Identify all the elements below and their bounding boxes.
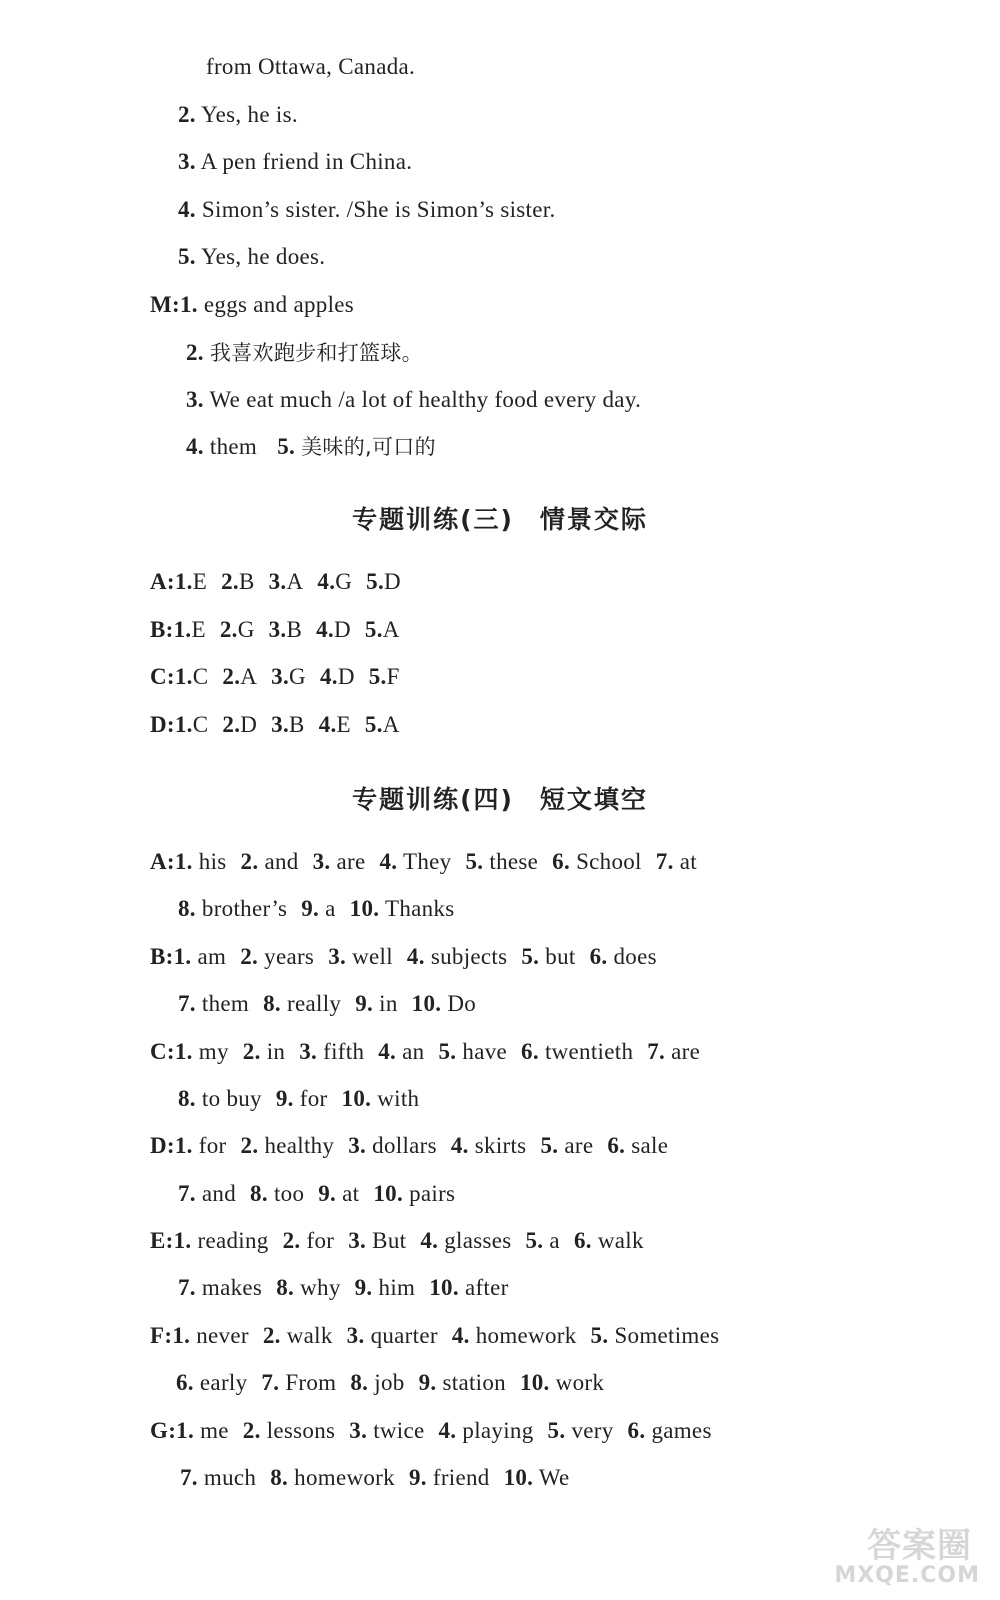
answer-text: School [576, 849, 642, 874]
item-number: 6. [552, 849, 570, 874]
answer-text: homework [294, 1465, 395, 1490]
item-number: 8. [276, 1275, 295, 1300]
answer-text: but [545, 944, 576, 969]
item-number: 10. [503, 1465, 534, 1490]
answer-text: But [372, 1228, 407, 1253]
item-number: 6. [176, 1370, 194, 1395]
answer-text: twice [373, 1418, 425, 1443]
part-label: A: [150, 569, 175, 594]
answer-text: are [671, 1039, 701, 1064]
answer-text: at [679, 849, 697, 874]
item-number: 9. [418, 1370, 437, 1395]
item-number: 1. [174, 1039, 193, 1064]
item-number: 1. [174, 849, 193, 874]
answer-text: work [555, 1370, 605, 1395]
item-number: 3. [328, 944, 347, 969]
answer-row-c [150, 1037, 700, 1067]
item-number: 4. [378, 1039, 397, 1064]
item-number: 3. [186, 387, 204, 412]
item-number: 5. [547, 1418, 566, 1443]
answer-row-b-cont [178, 989, 476, 1019]
item-number: 1. [174, 712, 193, 737]
item-number: 1. [174, 664, 193, 689]
item-number: 8. [350, 1370, 369, 1395]
answer-text: does [613, 944, 657, 969]
answer-line [186, 338, 423, 368]
answer-text: E [191, 617, 206, 642]
part-label: D: [150, 712, 175, 737]
answer-text: G [237, 617, 255, 642]
item-number: 2. [242, 1418, 261, 1443]
part-label: C: [150, 664, 175, 689]
answer-text: really [287, 991, 342, 1016]
item-number: 8. [178, 896, 196, 921]
answer-text: sale [631, 1133, 669, 1158]
answer-text: for [198, 1133, 227, 1158]
answer-text: B [238, 569, 255, 594]
answer-row-e-cont [178, 1273, 509, 1303]
answer-text: healthy [264, 1133, 335, 1158]
answer-text: Yes, he does. [201, 244, 326, 269]
item-number: 5. [521, 944, 540, 969]
section-subtitle: 情景交际 [539, 505, 648, 534]
watermark-logo [815, 1518, 980, 1588]
item-number: 2. [240, 944, 259, 969]
answer-text: glasses [444, 1228, 512, 1253]
answer-row-a [150, 567, 401, 597]
answer-text: reading [197, 1228, 269, 1253]
answer-text: D [384, 569, 401, 594]
answer-text: in [379, 991, 398, 1016]
answer-text: Yes, he is. [201, 102, 298, 127]
item-number: 3. [346, 1323, 365, 1348]
item-number: 9. [301, 896, 320, 921]
item-number: 1. [173, 1228, 192, 1253]
item-number: 8. [270, 1465, 289, 1490]
answer-text: A pen friend in China. [200, 149, 413, 174]
answer-text: with [377, 1086, 420, 1111]
answer-text: have [462, 1039, 508, 1064]
item-number: 10. [411, 991, 442, 1016]
item-number: 4. [319, 664, 338, 689]
answer-text: A [382, 617, 400, 642]
answer-text: F [386, 664, 400, 689]
item-number: 3. [312, 849, 331, 874]
item-number: 2. [221, 569, 239, 594]
item-number: 4. [406, 944, 425, 969]
item-number: 1. [173, 944, 192, 969]
answer-line [186, 432, 436, 462]
item-number: 5. [368, 664, 387, 689]
item-number: 8. [263, 991, 281, 1016]
answer-text: D [333, 617, 351, 642]
answer-text: his [198, 849, 227, 874]
item-number: 2. [240, 1133, 259, 1158]
answer-text: Thanks [384, 896, 455, 921]
part-label: C: [150, 1039, 175, 1064]
part-label: A: [150, 849, 175, 874]
answer-text: a [325, 896, 336, 921]
answer-row-e [150, 1226, 644, 1256]
answer-text: brother’s [201, 896, 288, 921]
item-number: 6. [573, 1228, 592, 1253]
answer-text: for [306, 1228, 335, 1253]
item-number: 2. [240, 849, 259, 874]
answer-row-d [150, 710, 400, 740]
item-number: 1. [172, 1323, 191, 1348]
answer-row-a-cont [178, 894, 454, 924]
item-number: 2. [219, 617, 238, 642]
answer-text: makes [201, 1275, 263, 1300]
answer-text: years [264, 944, 315, 969]
item-number: 4. [420, 1228, 439, 1253]
answer-text: a [549, 1228, 560, 1253]
item-number: 5. [178, 244, 196, 269]
answer-text: B [286, 617, 303, 642]
item-number: 5. [364, 712, 383, 737]
answer-text: twentieth [544, 1039, 634, 1064]
answer-text: A [382, 712, 400, 737]
answer-row-g-cont [180, 1463, 570, 1493]
answer-text: and [264, 849, 299, 874]
part-label: B: [150, 944, 174, 969]
item-number: 8. [250, 1181, 268, 1206]
answer-line [150, 290, 354, 320]
item-number: 8. [178, 1086, 196, 1111]
item-number: 2. [186, 340, 204, 365]
item-number: 9. [355, 991, 374, 1016]
item-number: 1. [174, 569, 193, 594]
answer-text: very [571, 1418, 614, 1443]
answer-text: A [286, 569, 304, 594]
item-number: 3. [178, 149, 196, 174]
answer-text: them [201, 991, 250, 1016]
answer-text: pairs [409, 1181, 456, 1206]
item-number: 7. [655, 849, 674, 874]
item-number: 10. [373, 1181, 404, 1206]
item-number: 3. [271, 712, 290, 737]
answer-text: for [299, 1086, 328, 1111]
item-number: 10. [429, 1275, 459, 1300]
item-number: 4. [438, 1418, 457, 1443]
item-number: 7. [261, 1370, 280, 1395]
answer-text: A [240, 664, 258, 689]
answer-text: From [285, 1370, 337, 1395]
answer-text: job [374, 1370, 405, 1395]
item-number: 7. [178, 1181, 196, 1206]
item-number: 6. [607, 1133, 626, 1158]
answer-text: Sometimes [614, 1323, 720, 1348]
answer-text: after [464, 1275, 509, 1300]
item-number: 2. [242, 1039, 261, 1064]
answer-line [178, 147, 412, 177]
item-number: 7. [180, 1465, 198, 1490]
item-number: 3. [268, 569, 287, 594]
answer-text: Do [447, 991, 477, 1016]
item-number: 5. [540, 1133, 559, 1158]
section-title: 专题训练(三) [352, 505, 514, 534]
answer-text: skirts [474, 1133, 527, 1158]
answer-line [178, 242, 325, 272]
item-number: 3. [348, 1228, 367, 1253]
answer-text: homework [475, 1323, 577, 1348]
section-heading [0, 780, 1000, 816]
item-number: 7. [178, 1275, 196, 1300]
answer-text: G [335, 569, 353, 594]
answer-line [178, 195, 556, 225]
answer-text: my [198, 1039, 229, 1064]
item-number: 4. [379, 849, 398, 874]
answer-text: and [201, 1181, 237, 1206]
answer-text: at [342, 1181, 360, 1206]
answer-text: early [199, 1370, 248, 1395]
answer-line [178, 100, 298, 130]
item-number: 10. [519, 1370, 550, 1395]
part-label: G: [150, 1418, 177, 1443]
answer-text: why [300, 1275, 341, 1300]
answer-text: eggs and apples [203, 292, 355, 317]
item-number: 6. [521, 1039, 539, 1064]
part-label: B: [150, 617, 174, 642]
answer-text: D [337, 664, 355, 689]
answer-row-d-cont [178, 1179, 455, 1209]
answer-text: G [289, 664, 306, 689]
answer-text: playing [462, 1418, 534, 1443]
answer-text: 美味的,可口的 [301, 435, 436, 459]
item-number: 4. [178, 197, 196, 222]
watermark-text-top: 答案圈 [867, 1526, 972, 1566]
answer-row-b [150, 942, 657, 972]
item-number: 2. [262, 1323, 281, 1348]
part-label: F: [150, 1323, 173, 1348]
section-heading [0, 500, 1000, 536]
answer-text: They [402, 849, 452, 874]
answer-line [186, 385, 641, 415]
answer-text: dollars [372, 1133, 437, 1158]
item-number: 2. [222, 664, 241, 689]
item-number: 9. [275, 1086, 294, 1111]
answer-text: games [651, 1418, 712, 1443]
answer-text: are [564, 1133, 594, 1158]
item-number: 4. [450, 1133, 469, 1158]
answer-row-c-cont [178, 1084, 419, 1114]
answer-text: walk [597, 1228, 644, 1253]
answer-text: to buy [201, 1086, 262, 1111]
item-number: 4. [451, 1323, 470, 1348]
item-number: 5. [525, 1228, 544, 1253]
item-number: 1. [179, 292, 198, 317]
answer-text: D [240, 712, 258, 737]
item-number: 3. [348, 1133, 367, 1158]
item-number: 7. [178, 991, 196, 1016]
answer-text: We [538, 1465, 570, 1490]
watermark-text-bottom: MXQE.COM [834, 1563, 980, 1588]
item-number: 2. [178, 102, 196, 127]
answer-text: me [200, 1418, 229, 1443]
answer-text: an [402, 1039, 425, 1064]
item-number: 10. [341, 1086, 372, 1111]
item-number: 1. [176, 1418, 195, 1443]
item-number: 6. [627, 1418, 646, 1443]
item-number: 2. [222, 712, 241, 737]
item-number: 4. [186, 434, 204, 459]
part-label: M: [150, 292, 180, 317]
part-label: D: [150, 1133, 175, 1158]
answer-text: from Ottawa, Canada. [206, 54, 416, 79]
answer-text: lessons [266, 1418, 336, 1443]
answer-text: station [442, 1370, 506, 1395]
answer-text: him [378, 1275, 416, 1300]
item-number: 1. [173, 617, 192, 642]
item-number: 3. [268, 617, 287, 642]
item-number: 2. [282, 1228, 301, 1253]
part-label: E: [150, 1228, 174, 1253]
item-number: 7. [647, 1039, 666, 1064]
answer-text: fifth [323, 1039, 365, 1064]
item-number: 5. [364, 617, 383, 642]
answer-row-d [150, 1131, 668, 1161]
answer-row-c [150, 662, 400, 692]
item-number: 5. [438, 1039, 457, 1064]
answer-text: well [352, 944, 393, 969]
answer-text: these [489, 849, 539, 874]
answer-text: E [192, 569, 208, 594]
section-title: 专题训练(四) [352, 785, 514, 814]
answer-text: them [209, 434, 258, 459]
section-subtitle: 短文填空 [539, 785, 648, 814]
answer-row-f-cont [176, 1368, 604, 1398]
answer-text: 我喜欢跑步和打篮球。 [209, 341, 423, 365]
item-number: 5. [366, 569, 385, 594]
item-number: 9. [318, 1181, 337, 1206]
answer-text: are [336, 849, 366, 874]
answer-text: C [192, 712, 209, 737]
answer-text: We eat much /a lot of healthy food every day. [209, 387, 642, 412]
answer-text: am [197, 944, 227, 969]
answer-text: friend [432, 1465, 490, 1490]
answer-text: B [289, 712, 305, 737]
item-number: 3. [299, 1039, 318, 1064]
answer-text: E [336, 712, 351, 737]
answer-text: subjects [430, 944, 508, 969]
answer-text: C [192, 664, 209, 689]
answer-row-g [150, 1416, 712, 1446]
item-number: 10. [349, 896, 380, 921]
item-number: 3. [349, 1418, 368, 1443]
answer-text: in [266, 1039, 286, 1064]
item-number: 3. [271, 664, 290, 689]
answer-text: quarter [370, 1323, 438, 1348]
answer-text: never [196, 1323, 249, 1348]
answer-text: walk [286, 1323, 333, 1348]
item-number: 9. [408, 1465, 427, 1490]
item-number: 6. [589, 944, 608, 969]
answer-line [206, 52, 415, 82]
item-number: 5. [465, 849, 484, 874]
item-number: 9. [354, 1275, 373, 1300]
item-number: 4. [318, 712, 337, 737]
answer-text: much [203, 1465, 257, 1490]
answer-row-b [150, 615, 400, 645]
item-number: 4. [317, 569, 336, 594]
answer-text: too [273, 1181, 305, 1206]
answer-row-f [150, 1321, 719, 1351]
answer-text: Simon’s sister. /She is Simon’s sister. [201, 197, 556, 222]
answer-row-a [150, 847, 697, 877]
item-number: 5. [277, 434, 296, 459]
item-number: 4. [316, 617, 334, 642]
item-number: 1. [174, 1133, 193, 1158]
item-number: 5. [590, 1323, 609, 1348]
